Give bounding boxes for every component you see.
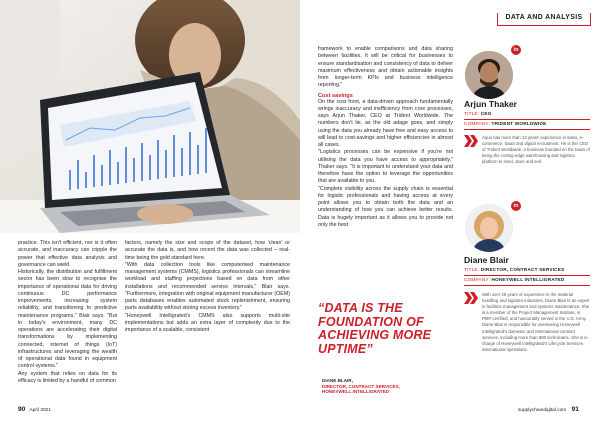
person-name: Arjun Thaker <box>464 99 518 109</box>
divider <box>464 285 590 286</box>
divider <box>464 129 590 130</box>
footer-right <box>518 406 579 413</box>
pull-quote-attribution <box>322 378 452 395</box>
company-label: COMPANY: <box>464 277 490 282</box>
title-label: TITLE: <box>464 111 480 116</box>
person-bio: Arjun has more than 13 years' experience in sales, e-commerce, SaaS and digital recruitment. He is the CEO of Trident Worldwide, a business founded on the basis of being the cutting-edge warehousing and logistics platform to send, store and sell. <box>482 135 590 165</box>
site-url[interactable]: supplychaindigital.com <box>518 408 567 413</box>
section-underline <box>497 25 591 26</box>
double-chevron-icon <box>464 292 478 304</box>
title-label: TITLE: <box>464 267 480 272</box>
body-text: On the cost front, a data-driven approach fundamentally wrings inaccuracy and inefficiency from core processes, says Arjun Thaker, CEO at Trident Worldwide. The numbers don't lie, as the old adage goes, and simply using the data you already have free and easy access to will lead to cost-savings and higher efficiencies in almost all cases. "Logistics processes can be expensive if you're not utilising the data you have access to appropriately," Thaker says. "It is important to understand your data and therefore have the option to leverage the opportunities that are available to you. "Complete visibility across the supply chain is essential for logistic professionals and having access at every point allows you to obtain both the data and an understanding of how you can achieve better results. Data is hugely important as it allows you to provide not only the best <box>318 98 453 228</box>
person-name: Diane Blair <box>464 255 509 265</box>
body-text: framework to enable comparisons and data sharing between facilities. It will be critical for businesses to ensure standardisation and consistency of data to deliver maximum effectiveness and obtain actionable insights from longer-term KPIs and business intelligence reporting." <box>318 46 453 89</box>
person-title: CEO <box>480 111 492 116</box>
body-text: practice. This isn't efficient, nor is it often accurate, and inaccuracy can cripple the power that effective data analysis and governance can wield. Historically, the distribution and fulfillment sector has been slow to recognise the importance of operational data for driving continuous DC performance improvements, increasing system reliability, and transitioning to predictive maintenance programs," Blair says. "But in today's environment, many DC operations are accelerating their digital transformations by implementing connected, internet of things (IoT) infrastructures and leveraging the wealth of operational data found in equipment control systems." Any system that relies on data for its efficacy is limited by a handful of common <box>18 240 117 384</box>
person-title-line <box>464 111 590 120</box>
avatar-diane-blair <box>465 204 513 252</box>
section-tab-right-tick <box>590 13 591 25</box>
divider <box>464 119 590 120</box>
person-company-line <box>464 121 590 130</box>
section-label: DATA AND ANALYSIS <box>505 14 583 21</box>
subheading-cost-savings: Cost savings <box>318 92 353 99</box>
person-company: TRIDENT WORLDWIDE <box>491 121 547 126</box>
linkedin-icon[interactable]: in <box>511 45 521 55</box>
quote-attribution-name: DIANE BLAIR, <box>322 378 353 383</box>
linkedin-icon[interactable]: in <box>511 201 521 211</box>
hero-photo-laptop-dashboard <box>0 0 300 233</box>
issue-date: April 2021 <box>29 408 52 413</box>
section-tab <box>497 12 591 26</box>
person-company-line <box>464 277 590 286</box>
person-bio: With over 25 years of experience in the material handling and logistics industries, Diane Blair is an expert in facilities management and systems maintenance. She is a member of the Project Management Institute, is PMP certified, and honourably served in the U.S. Army. Diane Blair is responsible for overseeing Honeywell Intelligrated's domestic and international contract services, including more than 800 technicians. She is in charge of Honeywell Intelligrated's Lifecycle Services international operations. <box>482 292 590 352</box>
body-column-2 <box>125 240 290 334</box>
person-title: DIRECTOR, CONTRACT SERVICES <box>480 267 565 272</box>
person-company: HONEYWELL INTELLIGRATED <box>491 277 565 282</box>
page-number-right: 91 <box>571 406 579 413</box>
company-label: COMPANY: <box>464 121 490 126</box>
divider <box>464 275 590 276</box>
body-column-1 <box>18 240 117 385</box>
person-title-line <box>464 267 590 276</box>
avatar-arjun-thaker <box>465 51 513 99</box>
double-chevron-icon <box>464 135 478 147</box>
footer-left <box>18 406 51 413</box>
quote-attribution-role: DIRECTOR, CONTRACT SERVICES, <box>322 383 400 389</box>
page-number-left: 90 <box>18 406 26 413</box>
pull-quote: “DATA IS THE FOUNDATION OF ACHIEVING MORE UPTIME” <box>318 301 432 356</box>
body-column-3 <box>318 46 453 229</box>
body-text: factors, namely the size and scope of the dataset, how 'clean' or accurate the data is, and how recent the data was collected – real-time being the gold standard here. "With data collection tools like computerised maintenance management systems (CMMS), logistics professionals can streamline workload and staffing projections based on data from other installations and recommended service intervals," Blair says. "Furthermore, integration with original equipment manufacturer (OEM) parts databases enables automated stock replenishment, ensuring parts availability without storing excess inventory." "Honeywell Intelligrated's CMMS also supports multi-site implementations but adds an extra layer of complexity due to the importance of a scalable, consistent <box>125 240 290 333</box>
quote-attribution-company: HONEYWELL INTELLIGRATED <box>322 389 389 395</box>
